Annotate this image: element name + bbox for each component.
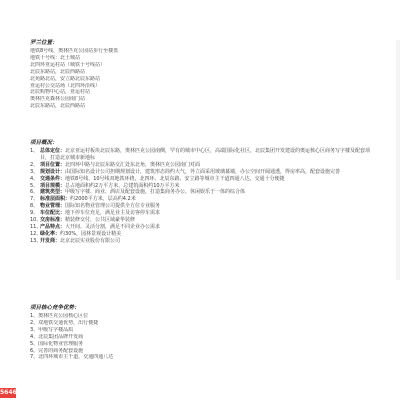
- item-text: [40, 169, 375, 176]
- item-number: 6、: [30, 189, 39, 196]
- project-section: [30, 140, 375, 245]
- feature-line: 7、北四环城市主干道，交通四通八达: [30, 354, 114, 361]
- project-item: [30, 176, 375, 183]
- project-item: [30, 231, 375, 238]
- item-number: 13、: [30, 237, 42, 244]
- item-value: 约30%，园林景观设计精美: [60, 230, 122, 237]
- item-text: [40, 217, 375, 224]
- item-value: 总占地面积约2万平方米，总建筑面积约10万平方米: [65, 182, 180, 189]
- project-item: [30, 148, 375, 162]
- item-key: 规划设计：: [40, 168, 66, 175]
- item-value: 国际知名物业管理公司提供全方位专业服务: [65, 203, 161, 210]
- item-text: [40, 162, 375, 169]
- item-key: 物业管理：: [40, 203, 66, 210]
- item-number: 11、: [30, 223, 42, 230]
- item-number: 12、: [30, 230, 42, 237]
- corner-badge: 5646: [0, 389, 17, 396]
- item-key: 建筑类型：: [40, 189, 66, 196]
- item-value: 由国际知名设计公司担纲规划设计，建筑形态简约大气，外立面采用玻璃幕墙，办公空间开阔通透，得房率高，配套设施完善: [65, 168, 341, 175]
- feature-line: 6、完善的商务配套设施: [30, 347, 84, 354]
- item-number: 8、: [30, 203, 39, 210]
- location-line: 北辰购物中心站，亚运村站: [30, 89, 91, 96]
- item-value: 北京亚运村板块北辰东路，奥林匹克公园南侧，罕有的城市中心区，高端国际化社区，北辰集团开发建设的奥运核心区商务写字楼及配套项目，打造北京城市新地标: [40, 148, 371, 161]
- project-title: 项目概况：: [30, 140, 58, 146]
- location-section: [30, 40, 375, 110]
- feature-line: 1、奥林匹克公园核心区位: [30, 313, 89, 319]
- item-key: 项目位置：: [40, 161, 66, 168]
- item-text: [40, 148, 375, 162]
- item-number: 5、: [30, 182, 39, 189]
- item-number: 3、: [30, 168, 39, 175]
- item-text: [40, 224, 375, 231]
- location-title: 罗兰位置：: [30, 40, 58, 46]
- item-text: [40, 176, 375, 183]
- item-key: 总体定位：: [40, 148, 66, 154]
- item-value: 北京北辰实业股份有限公司: [60, 237, 121, 244]
- features-section: [30, 305, 375, 361]
- item-text: [40, 238, 375, 245]
- feature-line: 3、甲级写字楼品质: [30, 326, 74, 333]
- project-item: [30, 238, 375, 245]
- location-line: 北四环亚运村站（城铁十号线站）: [30, 61, 106, 68]
- features-title: 项目核心竞争优势：: [30, 305, 80, 311]
- scrollbar-track[interactable]: [396, 40, 400, 280]
- location-lines: [30, 48, 375, 110]
- item-value: 地铁8号线、10号线双地铁环绕，北四环、北辰东路、安立路等城市主干道四通八达，交通十分便捷: [65, 175, 285, 182]
- item-key: 开发商：: [40, 237, 61, 244]
- item-number: 9、: [30, 210, 39, 217]
- location-line: 亚运村公交站场（北四环沿线）: [30, 82, 101, 89]
- item-key: 车位配比：: [40, 210, 66, 217]
- item-value: 精装修交付，公共区域豪华装修: [65, 217, 136, 224]
- location-line: 奥林匹克森林公园南门站: [30, 96, 86, 103]
- location-line: 北辰东路站，北辰西路站: [30, 68, 86, 75]
- feature-lines: [30, 313, 375, 361]
- item-number: 7、: [30, 196, 39, 203]
- item-key: 产品特点：: [40, 223, 66, 230]
- location-line: 北苑路北站，安立路北辰东路站: [30, 75, 101, 82]
- item-number: 2、: [30, 161, 39, 168]
- item-key: 交通条件：: [40, 175, 66, 182]
- location-line: 地铁十号线：北土城站: [30, 54, 81, 61]
- item-value: 地下停车位充足，满足业主及访客停车需求: [65, 210, 161, 217]
- item-number: 1、: [30, 148, 39, 154]
- project-item: [30, 162, 375, 169]
- item-key: 交房标准：: [40, 217, 66, 224]
- item-number: 10、: [30, 217, 42, 224]
- project-item: [30, 224, 375, 231]
- item-value: 约2000平方米，层高约4.2米: [70, 196, 136, 203]
- item-key: 绿化率：: [40, 230, 61, 237]
- item-value: 甲级写字楼、商业、酒店及配套设施，打造集商务办公、休闲娱乐于一体的综合体: [65, 189, 246, 196]
- item-text: [40, 231, 375, 238]
- item-value: 大开间、灵活分割，满足不同企业办公需求: [65, 223, 161, 230]
- item-number: 4、: [30, 175, 39, 182]
- feature-line: 4、北辰集团品牌开发商: [30, 333, 84, 340]
- item-value: 北四环中路与北辰东路交汇处东北角，奥林匹克公园南门对面: [65, 161, 201, 168]
- location-line: 地铁8号线，奥林匹克公园站步行至楼盘: [30, 48, 119, 54]
- project-item: [30, 169, 375, 176]
- feature-line: 5、国际化物业管理服务: [30, 340, 84, 347]
- feature-line: 2、双地铁交通优势，出行便捷: [30, 319, 99, 326]
- item-key: 标准层面积：: [40, 196, 71, 203]
- project-item: [30, 217, 375, 224]
- item-key: 项目规模：: [40, 182, 66, 189]
- project-items: [30, 148, 375, 245]
- location-line: 北辰东路站，北辰西路站: [30, 103, 86, 110]
